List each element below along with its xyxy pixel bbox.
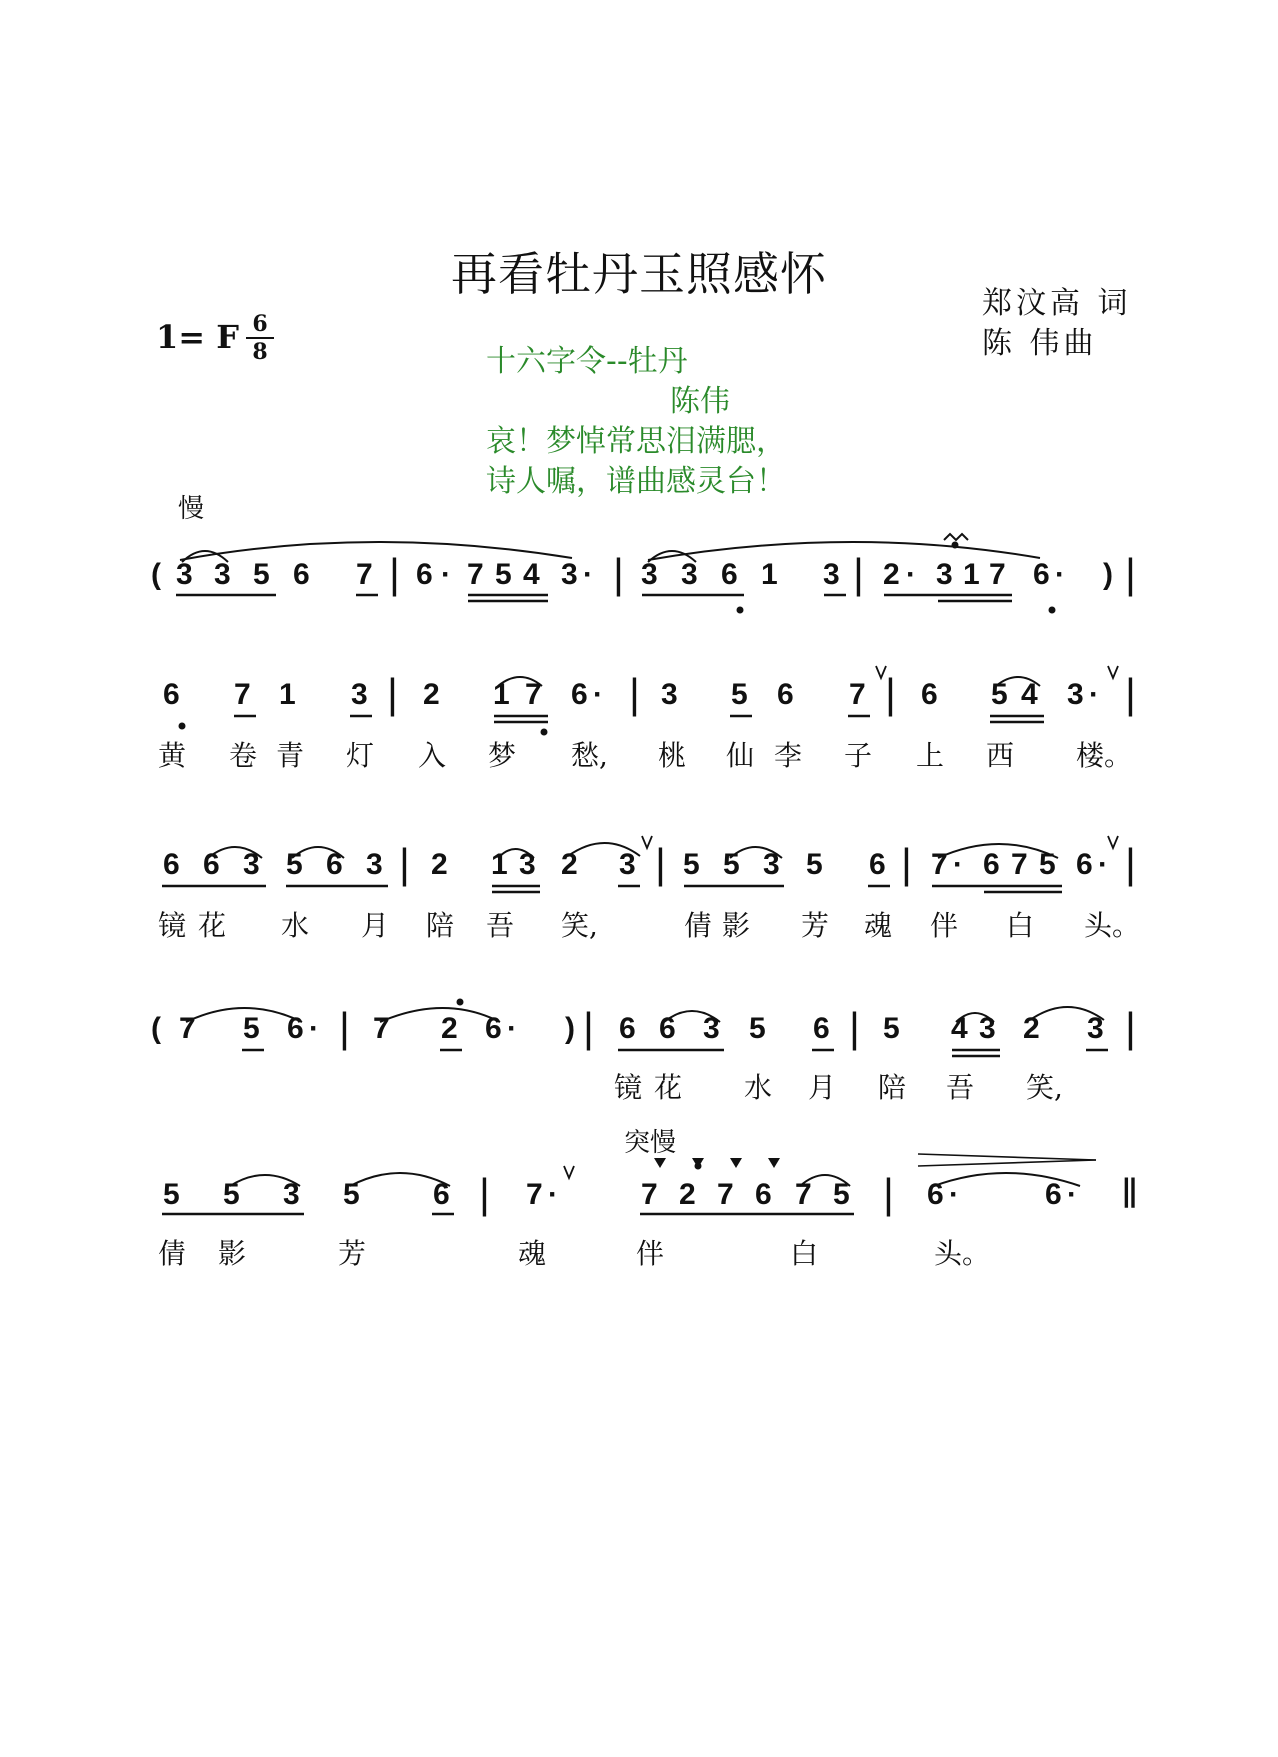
note: 4 xyxy=(523,558,540,591)
note: 2 xyxy=(883,558,900,591)
lyric-character: 子 xyxy=(844,739,873,772)
mordent-mark xyxy=(944,534,968,540)
note: 6 xyxy=(983,848,1000,881)
decrescendo-mark xyxy=(918,1160,1096,1166)
note: 5 xyxy=(683,848,700,881)
breath-mark xyxy=(1108,666,1118,678)
note: 5 xyxy=(253,558,270,591)
slur xyxy=(938,844,1058,858)
slur xyxy=(648,542,1040,560)
slur xyxy=(292,847,344,858)
slur xyxy=(180,542,572,560)
note: 6 xyxy=(927,1178,944,1211)
note: 5 xyxy=(723,848,740,881)
note: 6 xyxy=(813,1012,830,1045)
note: 7 xyxy=(717,1178,734,1211)
barline: | xyxy=(655,840,666,887)
lyric-character: 头。 xyxy=(934,1237,991,1270)
note: 6 xyxy=(777,678,794,711)
slur xyxy=(350,1173,450,1186)
lyricist-credit: 郑汶高 词 xyxy=(982,286,1132,321)
lyric-character: 魂 xyxy=(518,1237,547,1270)
key-signature: 1= F xyxy=(156,318,239,356)
song-title: 再看牡丹玉照感怀 xyxy=(451,247,827,301)
slur xyxy=(230,1175,300,1186)
note: 7 xyxy=(526,1178,543,1211)
breath-mark xyxy=(642,836,652,848)
breath-mark xyxy=(564,1166,574,1178)
note: 3 xyxy=(366,848,383,881)
note: 2 xyxy=(561,848,578,881)
lyric-character: 青 xyxy=(276,739,305,772)
note: 6 xyxy=(326,848,343,881)
note: 3 xyxy=(283,1178,300,1211)
note: 7 xyxy=(849,678,866,711)
note: 5 xyxy=(223,1178,240,1211)
note: 3 xyxy=(979,1012,996,1045)
note: 7 xyxy=(1011,848,1028,881)
note: 2 xyxy=(431,848,448,881)
slur xyxy=(186,1008,302,1022)
tempo-slow: 慢 xyxy=(178,494,205,524)
note: 3 xyxy=(641,558,658,591)
note: 3 xyxy=(1087,1012,1104,1045)
note: 2 xyxy=(423,678,440,711)
note: 7 xyxy=(525,678,542,711)
lyric-character: 头。 xyxy=(1084,909,1141,942)
note: 2 xyxy=(679,1178,696,1211)
barline: | xyxy=(1125,1004,1136,1051)
barline: | xyxy=(1125,670,1136,717)
note: 5 xyxy=(1039,848,1056,881)
duration-dot: · xyxy=(1067,1178,1077,1211)
note: 6 xyxy=(659,1012,676,1045)
note: 2 xyxy=(441,1012,458,1045)
barline: | xyxy=(387,670,398,717)
note: 6 xyxy=(485,1012,502,1045)
barline: | xyxy=(849,1004,860,1051)
barline: | xyxy=(1125,550,1136,597)
barline: | xyxy=(339,1004,350,1051)
note: 6 xyxy=(619,1012,636,1045)
lyric-character: 水 xyxy=(281,909,310,942)
note: 7 xyxy=(989,558,1006,591)
note: 3 xyxy=(661,678,678,711)
lyric-character: 伴 xyxy=(930,909,959,942)
octave-dot xyxy=(1049,607,1056,614)
lyric-character: 桃 xyxy=(658,739,687,772)
note: 6 xyxy=(1045,1178,1062,1211)
duration-dot: · xyxy=(1098,848,1108,881)
note: 7 xyxy=(356,558,373,591)
accent-mark xyxy=(768,1158,780,1168)
octave-dot xyxy=(179,723,186,730)
lyric-character: 李 xyxy=(774,739,803,772)
tempo-sudden-slow: 突慢 xyxy=(624,1128,677,1158)
slur xyxy=(996,677,1040,686)
note: 7 xyxy=(641,1178,658,1211)
slur xyxy=(498,849,534,858)
note: 6 xyxy=(163,678,180,711)
note: 6 xyxy=(571,678,588,711)
octave-dot xyxy=(737,607,744,614)
note: 7 xyxy=(373,1012,390,1045)
octave-dot xyxy=(952,542,959,549)
note: 4 xyxy=(951,1012,968,1045)
poem-title: 十六字令--牡丹 xyxy=(486,344,688,379)
lyric-character: 仙 xyxy=(726,739,755,772)
note: 3 xyxy=(619,848,636,881)
bracket: ( xyxy=(151,558,161,591)
lyric-character: 影 xyxy=(722,909,751,942)
note: 5 xyxy=(163,1178,180,1211)
note: 3 xyxy=(823,558,840,591)
decrescendo-mark xyxy=(918,1154,1096,1160)
lyric-character: 笑, xyxy=(1026,1071,1063,1104)
slur xyxy=(934,1173,1080,1186)
note: 2 xyxy=(1023,1012,1040,1045)
note: 6 xyxy=(755,1178,772,1211)
duration-dot: · xyxy=(949,1178,959,1211)
lyric-character: 笑, xyxy=(561,909,598,942)
slur xyxy=(800,1175,850,1186)
barline: | xyxy=(583,1004,594,1051)
note: 7 xyxy=(234,678,251,711)
lyric-character: 吾 xyxy=(946,1071,975,1104)
poem-line-2: 诗人嘱，谱曲感灵台！ xyxy=(486,464,786,499)
duration-dot: · xyxy=(507,1012,517,1045)
lyric-character: 陪 xyxy=(878,1071,907,1104)
note: 3 xyxy=(561,558,578,591)
lyric-character: 伴 xyxy=(636,1237,665,1270)
bracket: ) xyxy=(1103,558,1113,591)
note: 5 xyxy=(495,558,512,591)
note: 5 xyxy=(749,1012,766,1045)
slur xyxy=(568,843,640,856)
note: 3 xyxy=(681,558,698,591)
slur xyxy=(730,847,782,858)
note: 6 xyxy=(921,678,938,711)
note: 7 xyxy=(795,1178,812,1211)
lyric-character: 卷 xyxy=(229,739,258,772)
note: 6 xyxy=(1076,848,1093,881)
note: 6 xyxy=(287,1012,304,1045)
barline: | xyxy=(883,1170,894,1217)
lyric-character: 陪 xyxy=(426,909,455,942)
note: 6 xyxy=(163,848,180,881)
note: 5 xyxy=(883,1012,900,1045)
accent-mark xyxy=(730,1158,742,1168)
note: 7 xyxy=(179,1012,196,1045)
lyric-character: 入 xyxy=(418,739,447,772)
lyric-character: 白 xyxy=(790,1237,819,1270)
note: 7 xyxy=(931,848,948,881)
barline: | xyxy=(901,840,912,887)
note: 6 xyxy=(416,558,433,591)
note: 3 xyxy=(214,558,231,591)
note: 4 xyxy=(1021,678,1038,711)
octave-dot xyxy=(457,999,464,1006)
barline: | xyxy=(479,1170,490,1217)
lyric-character: 倩 xyxy=(684,909,713,942)
barline: | xyxy=(885,670,896,717)
slur xyxy=(1030,1007,1104,1020)
lyric-character: 白 xyxy=(1006,909,1035,942)
accent-mark xyxy=(654,1158,666,1168)
time-signature-bottom: 8 xyxy=(252,339,268,365)
note: 3 xyxy=(936,558,953,591)
note: 3 xyxy=(243,848,260,881)
barline: ‖ xyxy=(1121,1170,1139,1217)
duration-dot: · xyxy=(441,558,451,591)
lyric-character: 愁, xyxy=(571,739,608,772)
note: 3 xyxy=(1067,678,1084,711)
poem-line-1: 哀！梦悼常思泪满腮， xyxy=(486,424,786,459)
note: 6 xyxy=(293,558,310,591)
lyric-character: 倩 xyxy=(158,1237,187,1270)
lyric-character: 上 xyxy=(916,739,945,772)
octave-dot xyxy=(541,729,548,736)
composer-credit: 陈 伟曲 xyxy=(982,326,1098,361)
bracket: ( xyxy=(151,1012,161,1045)
duration-dot: · xyxy=(1055,558,1065,591)
note: 5 xyxy=(243,1012,260,1045)
bracket: ) xyxy=(565,1012,575,1045)
lyric-character: 花 xyxy=(654,1071,683,1104)
note: 6 xyxy=(203,848,220,881)
note: 3 xyxy=(519,848,536,881)
duration-dot: · xyxy=(953,848,963,881)
barline: | xyxy=(629,670,640,717)
lyric-character: 灯 xyxy=(346,739,375,772)
lyric-character: 水 xyxy=(744,1071,773,1104)
duration-dot: · xyxy=(906,558,916,591)
accent-mark xyxy=(692,1158,704,1168)
note: 5 xyxy=(806,848,823,881)
duration-dot: · xyxy=(1089,678,1099,711)
lyric-character: 芳 xyxy=(338,1237,367,1270)
note: 6 xyxy=(433,1178,450,1211)
note: 6 xyxy=(869,848,886,881)
note: 3 xyxy=(703,1012,720,1045)
note: 5 xyxy=(286,848,303,881)
note: 5 xyxy=(833,1178,850,1211)
note: 1 xyxy=(761,558,778,591)
lyric-character: 镜 xyxy=(158,909,187,942)
duration-dot: · xyxy=(583,558,593,591)
breath-mark xyxy=(1108,836,1118,848)
breath-mark xyxy=(876,666,886,678)
note: 5 xyxy=(991,678,1008,711)
lyric-character: 影 xyxy=(218,1237,247,1270)
lyric-character: 黄 xyxy=(158,739,187,772)
barline: | xyxy=(399,840,410,887)
lyric-character: 楼。 xyxy=(1076,739,1133,772)
note: 3 xyxy=(763,848,780,881)
poem-author: 陈伟 xyxy=(670,384,730,419)
note: 6 xyxy=(1033,558,1050,591)
lyric-character: 芳 xyxy=(801,909,830,942)
note: 1 xyxy=(493,678,510,711)
lyric-character: 西 xyxy=(986,739,1015,772)
slur xyxy=(498,677,542,686)
duration-dot: · xyxy=(593,678,603,711)
duration-dot: · xyxy=(548,1178,558,1211)
lyric-character: 月 xyxy=(808,1071,837,1104)
duration-dot: · xyxy=(309,1012,319,1045)
note: 3 xyxy=(351,678,368,711)
slur xyxy=(380,1008,500,1022)
note: 1 xyxy=(963,558,980,591)
note: 1 xyxy=(491,848,508,881)
lyric-character: 吾 xyxy=(486,909,515,942)
note: 5 xyxy=(731,678,748,711)
time-signature-top: 6 xyxy=(252,311,268,337)
slur xyxy=(956,1013,994,1022)
note: 5 xyxy=(343,1178,360,1211)
lyric-character: 梦 xyxy=(488,739,517,772)
lyric-character: 花 xyxy=(198,909,227,942)
slur xyxy=(208,847,262,858)
lyric-character: 月 xyxy=(361,909,390,942)
note: 3 xyxy=(176,558,193,591)
note: 7 xyxy=(467,558,484,591)
note: 1 xyxy=(279,678,296,711)
note: 6 xyxy=(721,558,738,591)
barline: | xyxy=(853,550,864,597)
barline: | xyxy=(389,550,400,597)
lyric-character: 魂 xyxy=(864,909,893,942)
lyric-character: 镜 xyxy=(614,1071,643,1104)
barline: | xyxy=(613,550,624,597)
slur xyxy=(664,1011,720,1022)
barline: | xyxy=(1125,840,1136,887)
